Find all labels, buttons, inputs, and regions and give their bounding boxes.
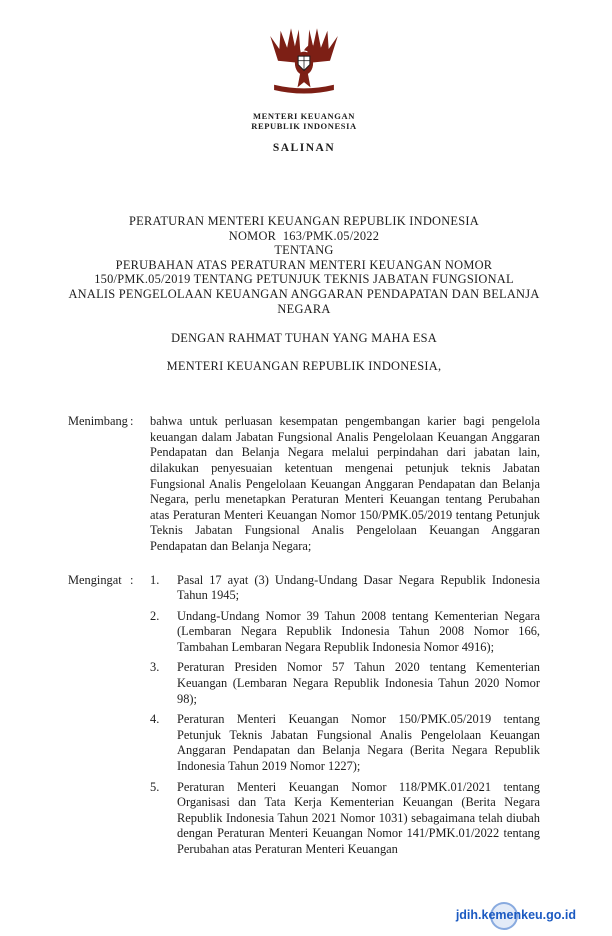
mengingat-colon: : bbox=[130, 572, 134, 587]
title-block bbox=[68, 214, 540, 316]
ministry-country: REPUBLIK INDONESIA bbox=[251, 121, 357, 131]
mengingat-list bbox=[150, 573, 540, 863]
menimbang-section bbox=[68, 414, 540, 554]
invocation-line: DENGAN RAHMAT TUHAN YANG MAHA ESA bbox=[171, 331, 437, 346]
menimbang-label: Menimbang bbox=[68, 414, 128, 429]
list-item bbox=[150, 660, 540, 707]
title-line-6: ANALIS PENGELOLAAN KEUANGAN ANGGARAN PENDAPATAN DAN BELANJA bbox=[68, 286, 540, 301]
garuda-pancasila-icon bbox=[265, 18, 343, 106]
list-item-text: Peraturan Menteri Keuangan Nomor 150/PMK.05/2019 tentang Petunjuk Teknis Jabatan Fungsional Analis Pengelolaan Keuangan Anggaran Pendapatan dan Belanja Negara (Berita Negara Republik Indonesia Tahun 2019 Nomor 1227); bbox=[177, 712, 540, 774]
title-line-1: PERATURAN MENTERI KEUANGAN REPUBLIK INDONESIA bbox=[129, 214, 479, 228]
list-item bbox=[150, 573, 540, 604]
mengingat-label: Mengingat bbox=[68, 572, 122, 587]
list-item-number: 4. bbox=[150, 712, 160, 727]
list-item bbox=[150, 712, 540, 774]
list-item bbox=[150, 609, 540, 656]
list-item bbox=[150, 780, 540, 858]
ministry-name: MENTERI KEUANGAN bbox=[253, 111, 355, 121]
list-item-number: 3. bbox=[150, 660, 160, 675]
list-item-text: Peraturan Presiden Nomor 57 Tahun 2020 tentang Kementerian Keuangan (Lembaran Negara Republik Indonesia Tahun 2020 Nomor 98); bbox=[177, 660, 540, 706]
title-line-5: 150/PMK.05/2019 TENTANG PETUNJUK TEKNIS JABATAN FUNGSIONAL bbox=[94, 272, 514, 287]
copy-label: SALINAN bbox=[272, 142, 336, 154]
title-line-4: PERUBAHAN ATAS PERATURAN MENTERI KEUANGAN NOMOR bbox=[115, 257, 493, 272]
list-item-text: Peraturan Menteri Keuangan Nomor 118/PMK.01/2021 tentang Organisasi dan Tata Kerja Kementerian Keuangan (Berita Negara Republik Indonesia Tahun 2021 Nomor 1031) sebagaimana telah diubah dengan Peraturan Menteri Keuangan Nomor 141/PMK.01/2022 tentang Perubahan atas Peraturan Menteri Keuangan bbox=[177, 779, 540, 856]
garuda-pancasila-emblem bbox=[265, 18, 343, 111]
list-item-number: 1. bbox=[150, 572, 160, 587]
menimbang-colon: : bbox=[130, 414, 134, 429]
footer bbox=[456, 908, 576, 922]
title-line-3: TENTANG bbox=[274, 243, 334, 258]
letterhead bbox=[68, 18, 540, 154]
list-item-text: Pasal 17 ayat (3) Undang-Undang Dasar Negara Republik Indonesia Tahun 1945; bbox=[177, 572, 540, 603]
list-item-number: 5. bbox=[150, 779, 160, 794]
authority-line: MENTERI KEUANGAN REPUBLIK INDONESIA, bbox=[166, 359, 442, 374]
title-line-7: NEGARA bbox=[277, 301, 331, 316]
list-item-text: Undang-Undang Nomor 39 Tahun 2008 tentang Kementerian Negara (Lembaran Negara Republik Indonesia Tahun 2008 Nomor 166, Tambahan Lembaran Negara Republik Indonesia Nomor 4916); bbox=[177, 608, 540, 654]
menimbang-text: bahwa untuk perluasan kesempatan pengembangan karier bagi pengelola keuangan dalam Jabatan Fungsional Analis Pengelolaan Keuangan Anggaran Pendapatan dan Belanja Negara melalui perpindahan dari jabatan lain, dilakukan penyesuaian ketentuan mengenai petunjuk teknis Jabatan Fungsional Analis Pengelolaan Keuangan Anggaran Pendapatan dan Belanja Negara, perlu menetapkan Peraturan Menteri Keuangan tentang Perubahan atas Peraturan Menteri Keuangan Nomor 150/PMK.05/2019 tentang Petunjuk Teknis Jabatan Fungsional Analis Pengelolaan Keuangan Anggaran Pendapatan dan Belanja Negara; bbox=[150, 414, 540, 553]
title-line-2: NOMOR 163/PMK.05/2022 bbox=[228, 228, 380, 243]
jdih-link[interactable]: jdih.kemenkeu.go.id bbox=[455, 908, 576, 922]
mengingat-section bbox=[68, 573, 540, 863]
list-item-number: 2. bbox=[150, 608, 160, 623]
